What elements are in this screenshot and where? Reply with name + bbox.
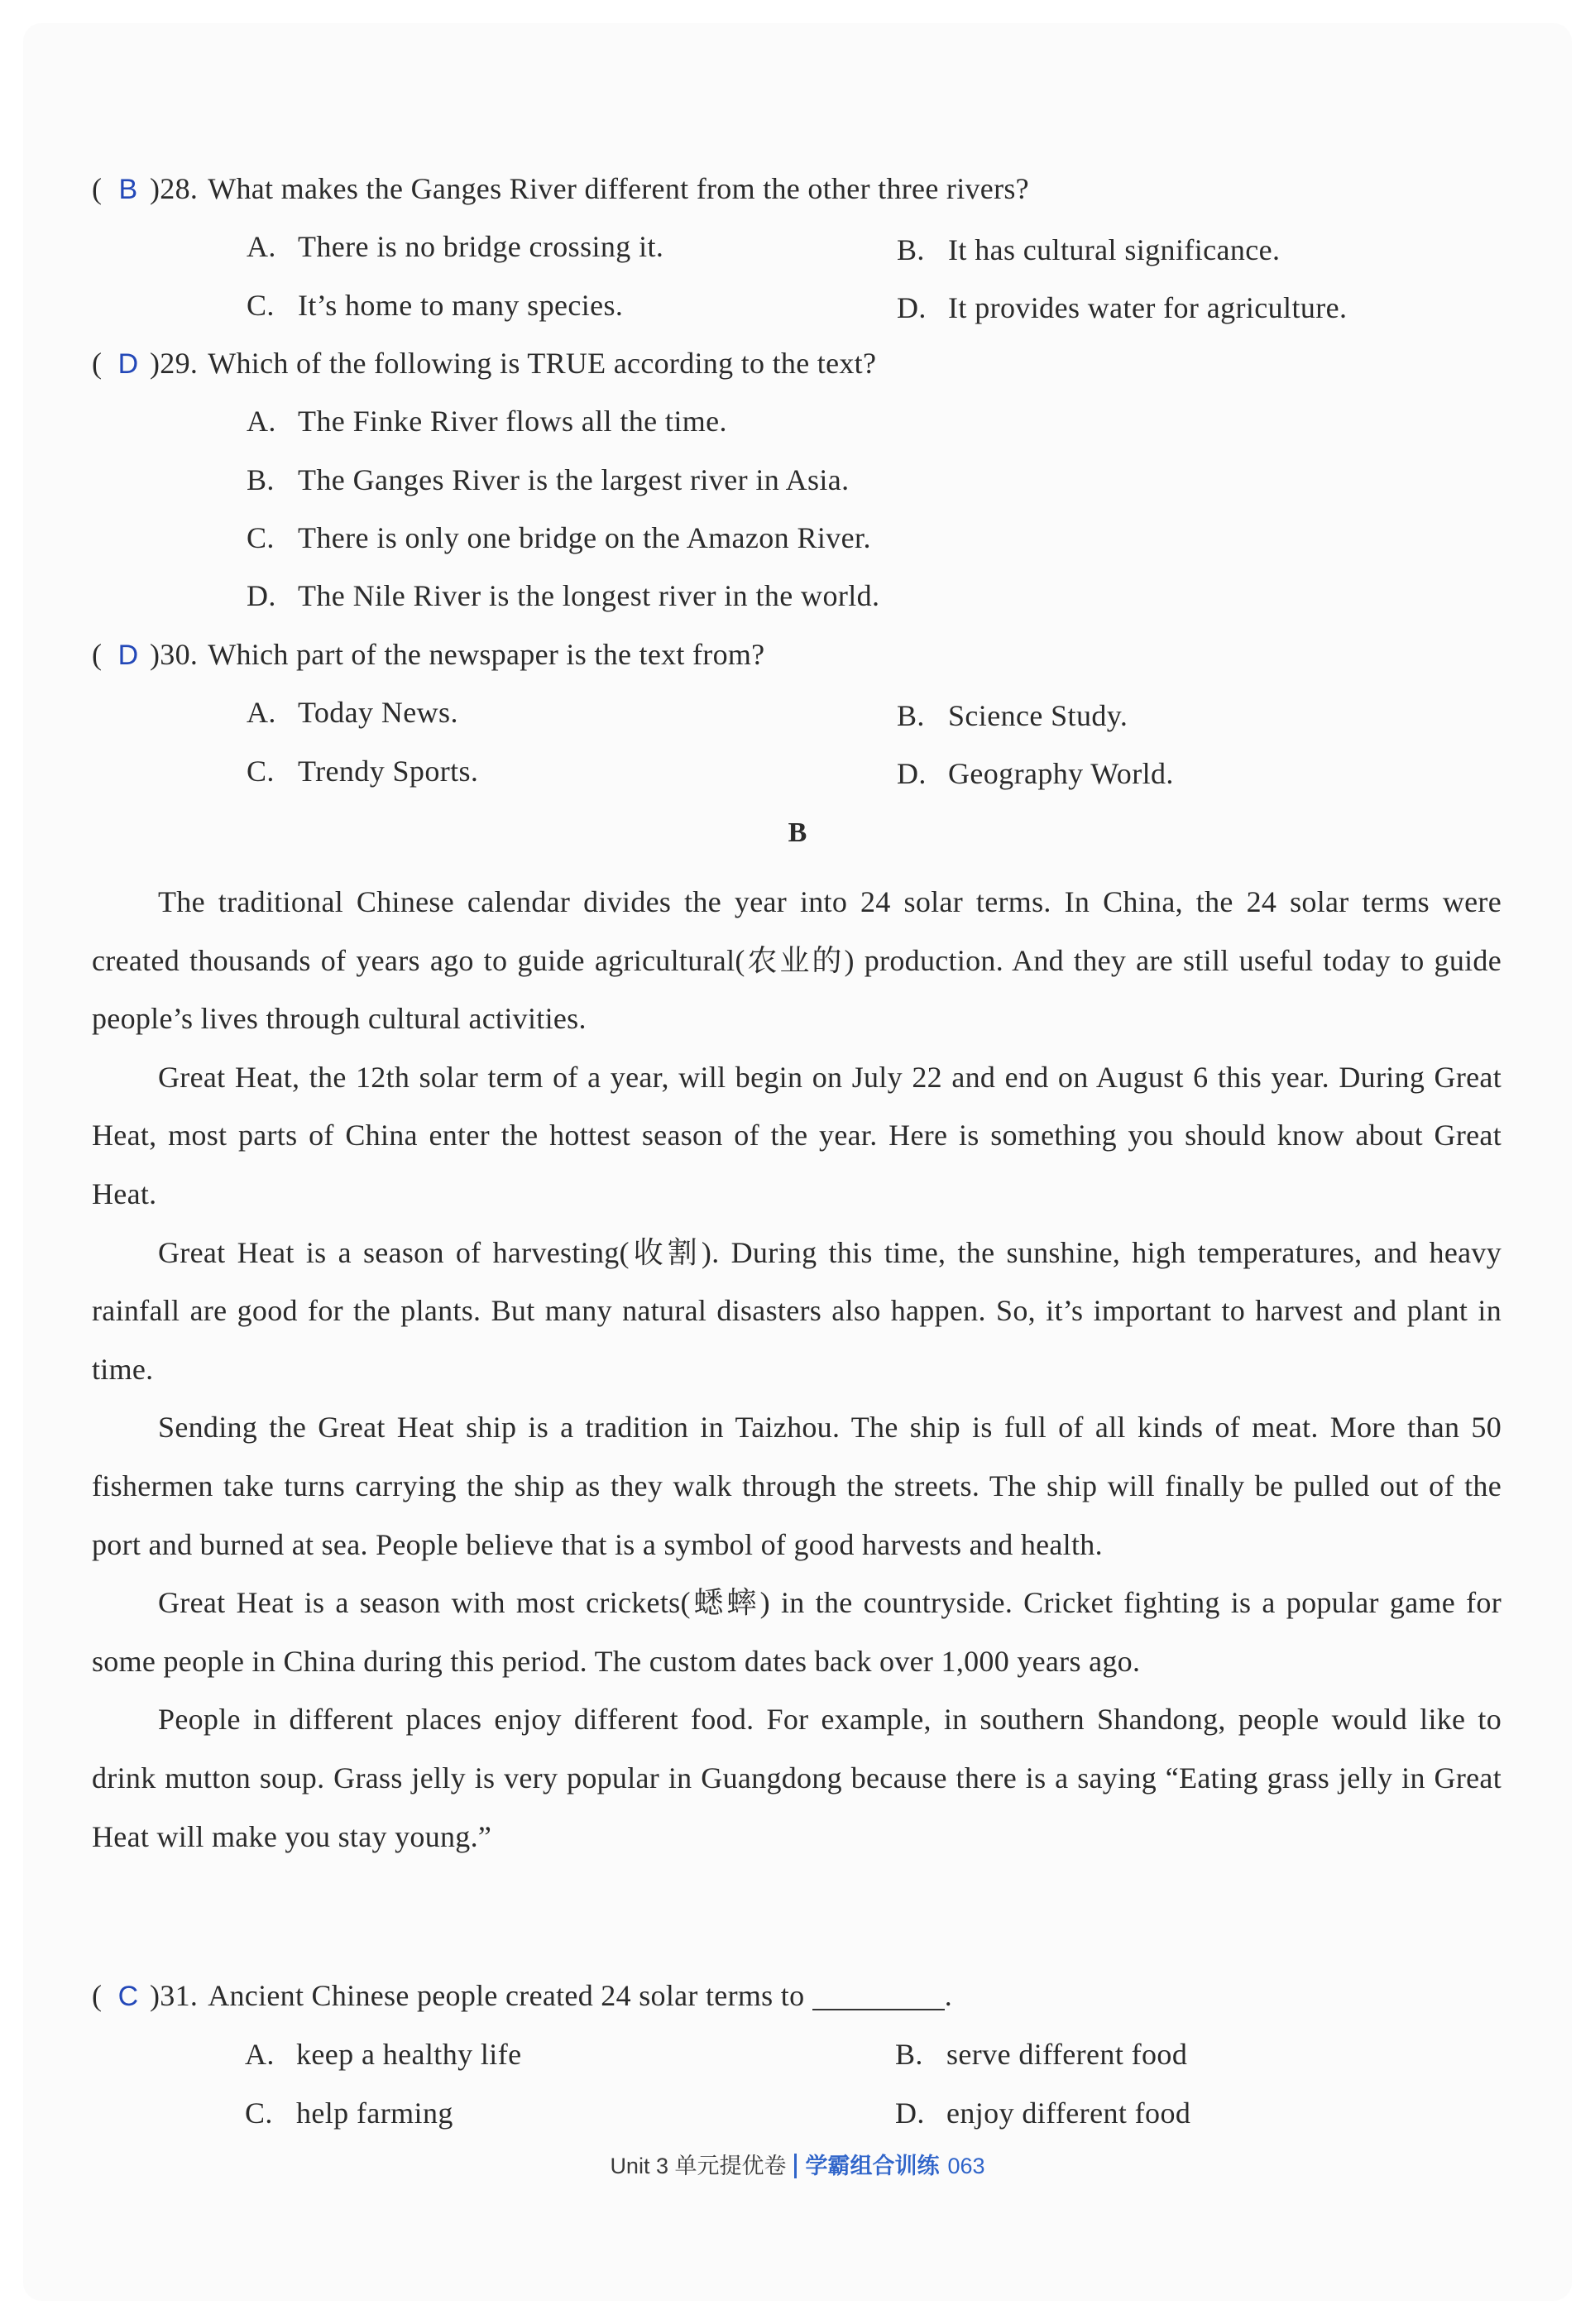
footer-unit: Unit 3 单元提优卷 bbox=[610, 2154, 787, 2178]
option-30-c: C. Trendy Sports. bbox=[247, 755, 479, 788]
question-end: . bbox=[944, 1979, 952, 2012]
answer-blank bbox=[812, 1981, 945, 2010]
option-29-a: A. The Finke River flows all the time. bbox=[247, 405, 727, 438]
open-paren: ( bbox=[92, 172, 103, 205]
answer-30: D bbox=[117, 640, 139, 671]
question-31 bbox=[92, 1977, 952, 2015]
option-30-b: B. Science Study. bbox=[897, 699, 1128, 732]
answer-29: D bbox=[117, 348, 139, 380]
option-28-d: D. It provides water for agriculture. bbox=[897, 291, 1348, 324]
passage-b bbox=[92, 873, 1502, 1866]
footer-divider bbox=[794, 2154, 797, 2178]
question-stem: What makes the Ganges River different from the other three rivers? bbox=[208, 172, 1029, 205]
paragraph: The traditional Chinese calendar divides the year into 24 solar terms. In China, the 24 solar terms were created thousands of years ago to guide agricultural(农业的) production. And they are still useful today to guide people’s lives through cultural activities. bbox=[92, 885, 1502, 1036]
page-number: 063 bbox=[947, 2154, 985, 2178]
option-28-a: A. There is no bridge crossing it. bbox=[247, 230, 664, 263]
paragraph: Great Heat, the 12th solar term of a year, will begin on July 22 and end on August 6 this year. During Great Heat, most parts of China enter the hottest season of the year. Here is something you should know about Great Heat. bbox=[92, 1060, 1502, 1210]
option-29-b: B. The Ganges River is the largest river in Asia. bbox=[247, 463, 850, 496]
option-29-c: C. There is only one bridge on the Amazon River. bbox=[247, 521, 871, 554]
option-31-b: B. serve different food bbox=[895, 2038, 1188, 2071]
question-number: )28. bbox=[150, 172, 199, 205]
footer-series: 学霸组合训练 bbox=[805, 2154, 940, 2178]
option-31-a: A. keep a healthy life bbox=[245, 2038, 522, 2071]
question-stem: Which of the following is TRUE according to the text? bbox=[208, 347, 877, 380]
question-stem: Ancient Chinese people created 24 solar terms to bbox=[208, 1979, 805, 2012]
question-28 bbox=[92, 170, 1029, 208]
answer-31: C bbox=[117, 1981, 139, 2012]
page-footer bbox=[0, 2151, 1595, 2181]
question-number: )31. bbox=[150, 1979, 199, 2012]
question-30 bbox=[92, 636, 764, 673]
open-paren: ( bbox=[92, 1979, 103, 2012]
question-stem: Which part of the newspaper is the text from? bbox=[208, 638, 765, 671]
paragraph: Great Heat is a season of harvesting(收割). During this time, the sunshine, high temperatures, and heavy rainfall are good for the plants. But many natural disasters also happen. So, it’s important to harvest and plant in time. bbox=[92, 1235, 1502, 1386]
option-28-b: B. It has cultural significance. bbox=[897, 233, 1281, 266]
answer-28: B bbox=[118, 174, 138, 205]
question-29 bbox=[92, 345, 876, 382]
question-number: )30. bbox=[150, 638, 199, 671]
open-paren: ( bbox=[92, 347, 103, 380]
option-31-d: D. enjoy different food bbox=[895, 2096, 1191, 2130]
option-30-a: A. Today News. bbox=[247, 696, 458, 729]
section-heading: B bbox=[788, 817, 807, 848]
option-29-d: D. The Nile River is the longest river in the world. bbox=[247, 579, 880, 612]
option-30-d: D. Geography World. bbox=[897, 757, 1174, 790]
option-31-c: C. help farming bbox=[245, 2096, 453, 2130]
option-28-c: C. It’s home to many species. bbox=[247, 289, 624, 322]
paragraph: People in different places enjoy different food. For example, in southern Shandong, people would like to drink mutton soup. Grass jelly is very popular in Guangdong because there is a saying “Eating grass jelly in Great Heat will make you stay young.” bbox=[92, 1703, 1502, 1853]
paragraph: Sending the Great Heat ship is a tradition in Taizhou. The ship is full of all kinds of meat. More than 50 fishermen take turns carrying the ship as they walk through the streets. The ship will finally be pulled out of the port and burned at sea. People believe that is a symbol of good harvests and health. bbox=[92, 1411, 1502, 1561]
question-number: )29. bbox=[150, 347, 199, 380]
open-paren: ( bbox=[92, 638, 103, 671]
paragraph: Great Heat is a season with most crickets(蟋蟀) in the countryside. Cricket fighting is a popular game for some people in China during this period. The custom dates back over 1,000 years ago. bbox=[92, 1586, 1502, 1678]
